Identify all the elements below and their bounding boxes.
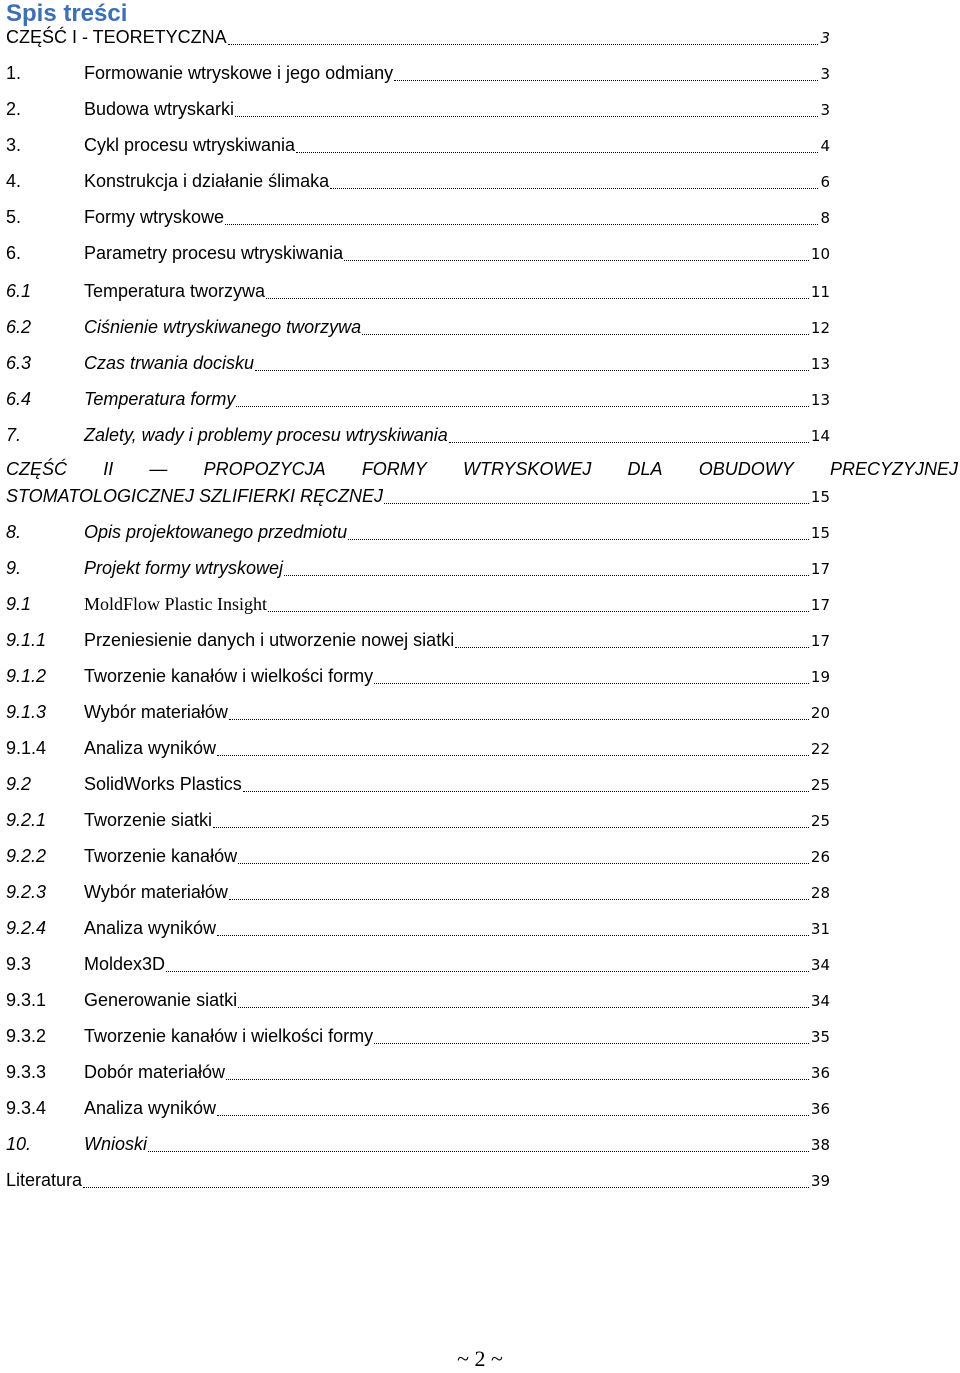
toc-entry-number: 9.1.4 (6, 738, 47, 758)
leader-dots (235, 98, 818, 117)
toc-entry[interactable] (6, 168, 830, 194)
leader-dots (344, 242, 809, 261)
toc-entry-text: Tworzenie kanałów (84, 846, 238, 866)
leader-dots (228, 26, 819, 45)
leader-dots (243, 773, 809, 792)
toc-entry[interactable] (6, 386, 830, 412)
leader-dots (166, 953, 809, 972)
toc-entry-text: STOMATOLOGICZNEJ SZLIFIERKI RĘCZNEJ (6, 486, 384, 506)
toc-entry-number: 9.3.3 (6, 1062, 47, 1082)
toc-entry-text: Formy wtryskowe (84, 207, 225, 227)
toc-entry-text: Przeniesienie danych i utworzenie nowej siatki (84, 630, 455, 650)
toc-entry[interactable] (6, 951, 830, 977)
toc-entry-text: Wybór materiałów (84, 702, 228, 722)
toc-entry-part2[interactable] (6, 456, 958, 482)
toc-entry[interactable] (6, 1131, 830, 1157)
toc-entry-number: 2. (6, 99, 22, 119)
leader-dots (229, 881, 809, 900)
toc-entry-number: 7. (6, 425, 22, 445)
part2-word: FORMY (361, 459, 427, 479)
toc-entry-number: 9.3.2 (6, 1026, 47, 1046)
toc-entry-page: 8 (820, 209, 830, 227)
toc-entry[interactable] (6, 1095, 830, 1121)
toc-entry-number: 1. (6, 63, 22, 83)
toc-entry-page: 13 (810, 391, 830, 409)
toc-entry-text: Projekt formy wtryskowej (84, 558, 284, 578)
toc-entry[interactable] (6, 663, 830, 689)
toc-entry-page: 39 (810, 1172, 830, 1190)
toc-entry[interactable] (6, 1167, 830, 1193)
leader-dots (148, 1133, 809, 1152)
toc-entry[interactable] (6, 314, 830, 340)
leader-dots (225, 206, 818, 225)
leader-dots (374, 1025, 809, 1044)
toc-entry-text: Analiza wyników (84, 918, 217, 938)
toc-entry-text: Analiza wyników (84, 738, 217, 758)
part2-word: II (103, 459, 114, 479)
toc-entry-text: Temperatura tworzywa (84, 281, 266, 301)
toc-entry[interactable] (6, 240, 830, 266)
leader-dots (268, 593, 809, 612)
toc-entry[interactable] (6, 132, 830, 158)
toc-entry-page: 3 (820, 101, 830, 119)
toc-entry-page: 31 (810, 920, 830, 938)
toc-entry-page: 35 (810, 1028, 830, 1046)
toc-entry-number: 10. (6, 1134, 32, 1154)
toc-entry-page: 17 (810, 632, 830, 650)
leader-dots (238, 989, 809, 1008)
toc-entry-text: Generowanie siatki (84, 990, 238, 1010)
leader-dots (455, 629, 809, 648)
part2-dash: — (149, 459, 168, 479)
toc-entry[interactable] (6, 278, 830, 304)
toc-entry-text: SolidWorks Plastics (84, 774, 242, 794)
toc-entry-part1[interactable] (6, 24, 830, 50)
toc-entry-text: Zalety, wady i problemy procesu wtryskiwania (84, 425, 448, 445)
toc-entry[interactable] (6, 879, 830, 905)
toc-entry-page: 38 (810, 1136, 830, 1154)
toc-entry[interactable] (6, 1023, 830, 1049)
toc-entry-text: Tworzenie siatki (84, 810, 213, 830)
toc-entry-text: Budowa wtryskarki (84, 99, 235, 119)
toc-entry[interactable] (6, 555, 830, 581)
toc-entry-page: 36 (810, 1064, 830, 1082)
leader-dots (384, 485, 809, 504)
toc-entry[interactable] (6, 519, 830, 545)
toc-entry[interactable] (6, 699, 830, 725)
toc-entry-number: 6. (6, 243, 22, 263)
toc-entry-text: Literatura (6, 1170, 83, 1190)
toc-entry-number: 6.3 (6, 353, 32, 373)
leader-dots (213, 809, 809, 828)
toc-entry-number: 6.1 (6, 281, 32, 301)
toc-entry-number: 9.3.1 (6, 990, 47, 1010)
part2-word: WTRYSKOWEJ (463, 459, 592, 479)
toc-entry-number: 9.1.1 (6, 630, 47, 650)
toc-entry-text: Moldex3D (84, 954, 166, 974)
toc-entry[interactable] (6, 1059, 830, 1085)
toc-entry-number: 9.2.1 (6, 810, 47, 830)
toc-entry-page: 25 (810, 812, 830, 830)
leader-dots (449, 424, 809, 443)
toc-entry[interactable] (6, 843, 830, 869)
toc-entry-text: Dobór materiałów (84, 1062, 226, 1082)
toc-entry-number: 9.2.2 (6, 846, 47, 866)
part2-word: DLA (627, 459, 663, 479)
toc-entry-page: 17 (810, 596, 830, 614)
toc-entry-page: 13 (810, 355, 830, 373)
toc-entry-text: Konstrukcja i działanie ślimaka (84, 171, 330, 191)
toc-entry-page: 4 (820, 137, 830, 155)
toc-entry-number: 9.2.3 (6, 882, 47, 902)
part2-heading-line2[interactable] (6, 483, 830, 509)
toc-entry-number: 9.1.3 (6, 702, 47, 722)
leader-dots (348, 521, 809, 540)
toc-entry-text: Czas trwania docisku (84, 353, 255, 373)
toc-entry-page: 25 (810, 776, 830, 794)
leader-dots (217, 917, 809, 936)
leader-dots (330, 170, 818, 189)
toc-entry-text: Cykl procesu wtryskiwania (84, 135, 296, 155)
toc-entry-text: Wybór materiałów (84, 882, 228, 902)
toc-entry-page: 26 (810, 848, 830, 866)
toc-entry[interactable] (6, 915, 830, 941)
toc-entry-page: 34 (810, 992, 830, 1010)
leader-dots (226, 1061, 809, 1080)
toc-entry-page: 6 (820, 173, 830, 191)
leader-dots (266, 280, 809, 299)
toc-entry-page: 3 (820, 29, 830, 47)
toc-entry-text: Tworzenie kanałów i wielkości formy (84, 666, 374, 686)
toc-entry[interactable] (6, 96, 830, 122)
leader-dots (362, 316, 809, 335)
toc-entry-number: 9.3.4 (6, 1098, 47, 1118)
toc-entry-number: 9.2.4 (6, 918, 47, 938)
toc-entry-text: CZĘŚĆ I - TEORETYCZNA (6, 27, 227, 47)
toc-entry-text: MoldFlow Plastic Insight (84, 594, 268, 614)
leader-dots (255, 352, 809, 371)
toc-entry-page: 15 (810, 488, 830, 506)
toc-entry-text: Analiza wyników (84, 1098, 217, 1118)
toc-entry-page: 34 (810, 956, 830, 974)
toc-entry[interactable] (6, 735, 830, 761)
toc-entry-number: 8. (6, 522, 22, 542)
toc-entry-page: 11 (810, 283, 830, 301)
toc-entry[interactable] (6, 591, 830, 617)
leader-dots (236, 388, 809, 407)
toc-entry-number: 9.1 (6, 594, 32, 614)
toc-entry-page: 12 (810, 319, 830, 337)
toc-entry-number: 3. (6, 135, 22, 155)
toc-entry[interactable] (6, 807, 830, 833)
toc-entry[interactable] (6, 987, 830, 1013)
leader-dots (83, 1169, 809, 1188)
toc-entry[interactable] (6, 350, 830, 376)
toc-entry[interactable] (6, 771, 830, 797)
part2-word: PROPOZYCJA (203, 459, 326, 479)
toc-entry-number: 6.4 (6, 389, 32, 409)
leader-dots (284, 557, 809, 576)
toc-entry[interactable] (6, 204, 830, 230)
toc-entry-page: 28 (810, 884, 830, 902)
toc-entry[interactable] (6, 627, 830, 653)
toc-entry-number: 9.1.2 (6, 666, 47, 686)
toc-entry[interactable] (6, 60, 830, 86)
toc-entry-text: Parametry procesu wtryskiwania (84, 243, 344, 263)
toc-entry-text: Opis projektowanego przedmiotu (84, 522, 348, 542)
toc-entry-text: Tworzenie kanałów i wielkości formy (84, 1026, 374, 1046)
leader-dots (217, 737, 809, 756)
toc-entry-page: 20 (810, 704, 830, 722)
toc-entry-page: 19 (810, 668, 830, 686)
leader-dots (229, 701, 809, 720)
leader-dots (238, 845, 809, 864)
leader-dots (296, 134, 818, 153)
leader-dots (374, 665, 809, 684)
toc-entry-number: 9. (6, 558, 22, 578)
toc-entry-page: 14 (810, 427, 830, 445)
page-number-footer: ~ 2 ~ (457, 1346, 503, 1371)
toc-entry-text: Temperatura formy (84, 389, 236, 409)
toc-title: Spis treści (6, 0, 128, 27)
part2-heading-line1 (6, 456, 958, 482)
toc-entry-page: 10 (810, 245, 830, 263)
toc-entry-page: 36 (810, 1100, 830, 1118)
toc-entry-page: 17 (810, 560, 830, 578)
toc-entry-number: 4. (6, 171, 22, 191)
toc-entry-page: 3 (820, 65, 830, 83)
toc-entry-number: 9.3 (6, 954, 32, 974)
toc-entry-number: 9.2 (6, 774, 32, 794)
toc-entry-page: 15 (810, 524, 830, 542)
part2-word: CZĘŚĆ (6, 459, 68, 479)
toc-entry-number: 5. (6, 207, 22, 227)
leader-dots (394, 62, 818, 81)
leader-dots (217, 1097, 809, 1116)
toc-entry-text: Formowanie wtryskowe i jego odmiany (84, 63, 394, 83)
part2-word: PRECYZYJNEJ (829, 459, 958, 479)
part2-word: OBUDOWY (698, 459, 794, 479)
toc-entry-page: 22 (810, 740, 830, 758)
toc-entry[interactable] (6, 422, 830, 448)
toc-entry-text: Wnioski (84, 1134, 148, 1154)
toc-entry-number: 6.2 (6, 317, 32, 337)
toc-entry-text: Ciśnienie wtryskiwanego tworzywa (84, 317, 362, 337)
